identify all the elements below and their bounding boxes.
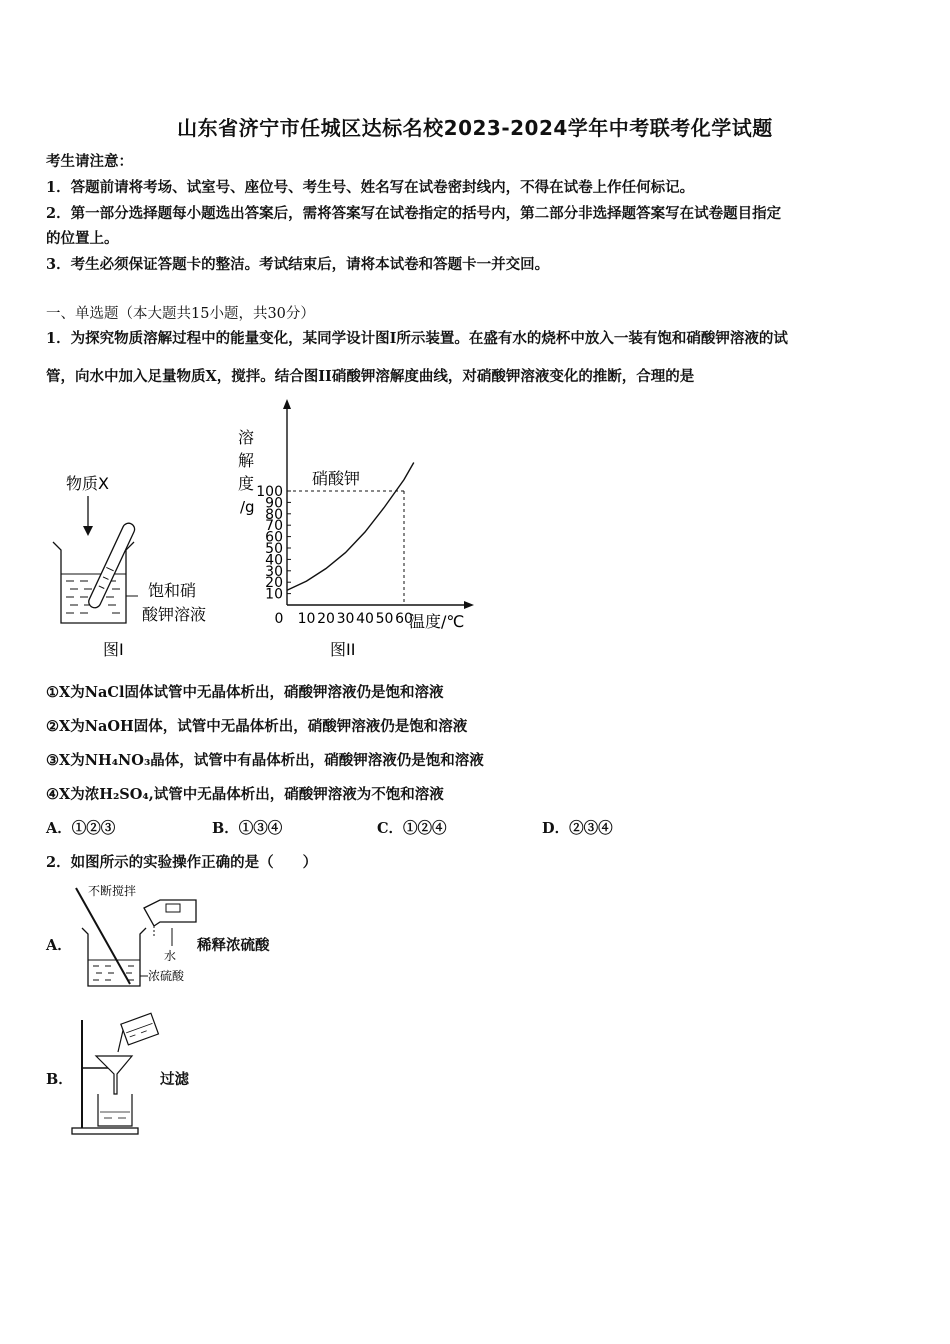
figure-2-caption: 图II xyxy=(330,640,356,659)
x-axis-arrow xyxy=(464,601,474,609)
x-tick-label-10: 10 xyxy=(297,611,316,627)
figure-dilute-sulfuric-acid xyxy=(68,880,208,995)
q2-option-b-text: 过滤 xyxy=(160,1071,189,1088)
ylabel-char-2: 解 xyxy=(238,451,255,470)
ylabel-char-4: /g xyxy=(240,498,255,516)
section-heading: 一、单选题（本大题共15小题，共30分） xyxy=(46,306,315,322)
page-title: 山东省济宁市任城区达标名校2023-2024学年中考联考化学试题 xyxy=(177,116,773,140)
label-substance-x: 物质X xyxy=(66,474,109,493)
notice-heading: 考生请注意： xyxy=(46,153,133,170)
figure-2-solubility-chart xyxy=(232,395,477,670)
q1-option-c[interactable]: C．①②④ xyxy=(377,820,447,837)
y-tick-label-60: 60 xyxy=(265,529,283,546)
notice-item-2: 2．第一部分选择题每小题选出答案后，需将答案写在试卷指定的括号内，第二部分非选择题答案写在试卷题目指定 xyxy=(46,205,782,222)
label-water: 水 xyxy=(164,949,177,963)
x-tick-label-30: 30 xyxy=(336,611,355,627)
figure-1-caption: 图I xyxy=(103,640,124,659)
notice-item-2-cont: 的位置上。 xyxy=(46,230,119,247)
q1-statement-3: ③X为NH₄NO₃晶体，试管中有晶体析出，硝酸钾溶液仍是饱和溶液 xyxy=(46,752,484,769)
y-tick-label-50: 50 xyxy=(265,541,283,557)
notice-item-1: 1．答题前请将考场、试室号、座位号、考生号、姓名写在试卷密封线内，不得在试卷上作任何标记。 xyxy=(46,179,695,196)
q1-option-a[interactable]: A．①②③ xyxy=(46,820,116,837)
y-tick-label-20: 20 xyxy=(265,575,283,592)
y-axis-arrow xyxy=(283,399,291,409)
q1-statement-1: ①X为NaCl固体试管中无晶体析出，硝酸钾溶液仍是饱和溶液 xyxy=(46,684,444,701)
y-tick-label-100: 100 xyxy=(256,484,283,500)
q1-option-d[interactable]: D．②③④ xyxy=(542,820,613,837)
notice-item-3: 3．考生必须保证答题卡的整洁。考试结束后，请将本试卷和答题卡一并交回。 xyxy=(46,256,550,273)
ylabel-char-3: 度 xyxy=(238,474,255,493)
figure-filtration xyxy=(68,1012,163,1138)
y-tick-label-10: 10 xyxy=(265,586,283,603)
x-tick-label-20: 20 xyxy=(317,611,335,627)
figure-1-apparatus xyxy=(48,470,233,670)
x-tick-label-40: 40 xyxy=(356,611,374,627)
ylabel-char-1: 溶 xyxy=(238,428,255,447)
y-tick-label-70: 70 xyxy=(265,518,283,535)
x-tick-label-0: 0 xyxy=(274,611,284,627)
q1-line-2: 管，向水中加入足量物质X，搅拌。结合图II硝酸钾溶解度曲线，对硝酸钾溶液变化的推断，合理的是 xyxy=(46,368,695,385)
y-tick-label-40: 40 xyxy=(265,552,283,569)
x-axis-title: 温度/℃ xyxy=(409,612,465,631)
q1-statement-2: ②X为NaOH固体，试管中无晶体析出，硝酸钾溶液仍是饱和溶液 xyxy=(46,718,468,735)
curve-label: 硝酸钾 xyxy=(312,469,361,488)
y-tick-label-80: 80 xyxy=(265,506,283,523)
y-tick-label-90: 90 xyxy=(265,495,283,512)
q1-option-b[interactable]: B．①③④ xyxy=(212,820,283,837)
y-tick-label-30: 30 xyxy=(265,563,283,580)
x-tick-label-60: 60 xyxy=(395,611,413,627)
label-saturated-1: 饱和硝 xyxy=(148,581,197,600)
label-stir: 不断搅拌 xyxy=(88,884,137,898)
q1-statement-4: ④X为浓H₂SO₄,试管中无晶体析出，硝酸钾溶液为不饱和溶液 xyxy=(46,786,444,803)
q2-option-a-text: 稀释浓硫酸 xyxy=(197,937,270,954)
q1-line-1: 1．为探究物质溶解过程中的能量变化，某同学设计图I所示装置。在盛有水的烧杯中放入一装有饱和硝酸钾溶液的试 xyxy=(46,330,788,347)
label-saturated-2: 酸钾溶液 xyxy=(142,605,207,624)
q2-stem: 2．如图所示的实验操作正确的是（ ） xyxy=(46,854,318,871)
q2-option-a-letter[interactable]: A． xyxy=(46,937,72,954)
label-conc-acid: 浓硫酸 xyxy=(148,969,185,983)
q2-option-b-letter[interactable]: B． xyxy=(46,1071,73,1088)
x-tick-label-50: 50 xyxy=(375,611,394,627)
